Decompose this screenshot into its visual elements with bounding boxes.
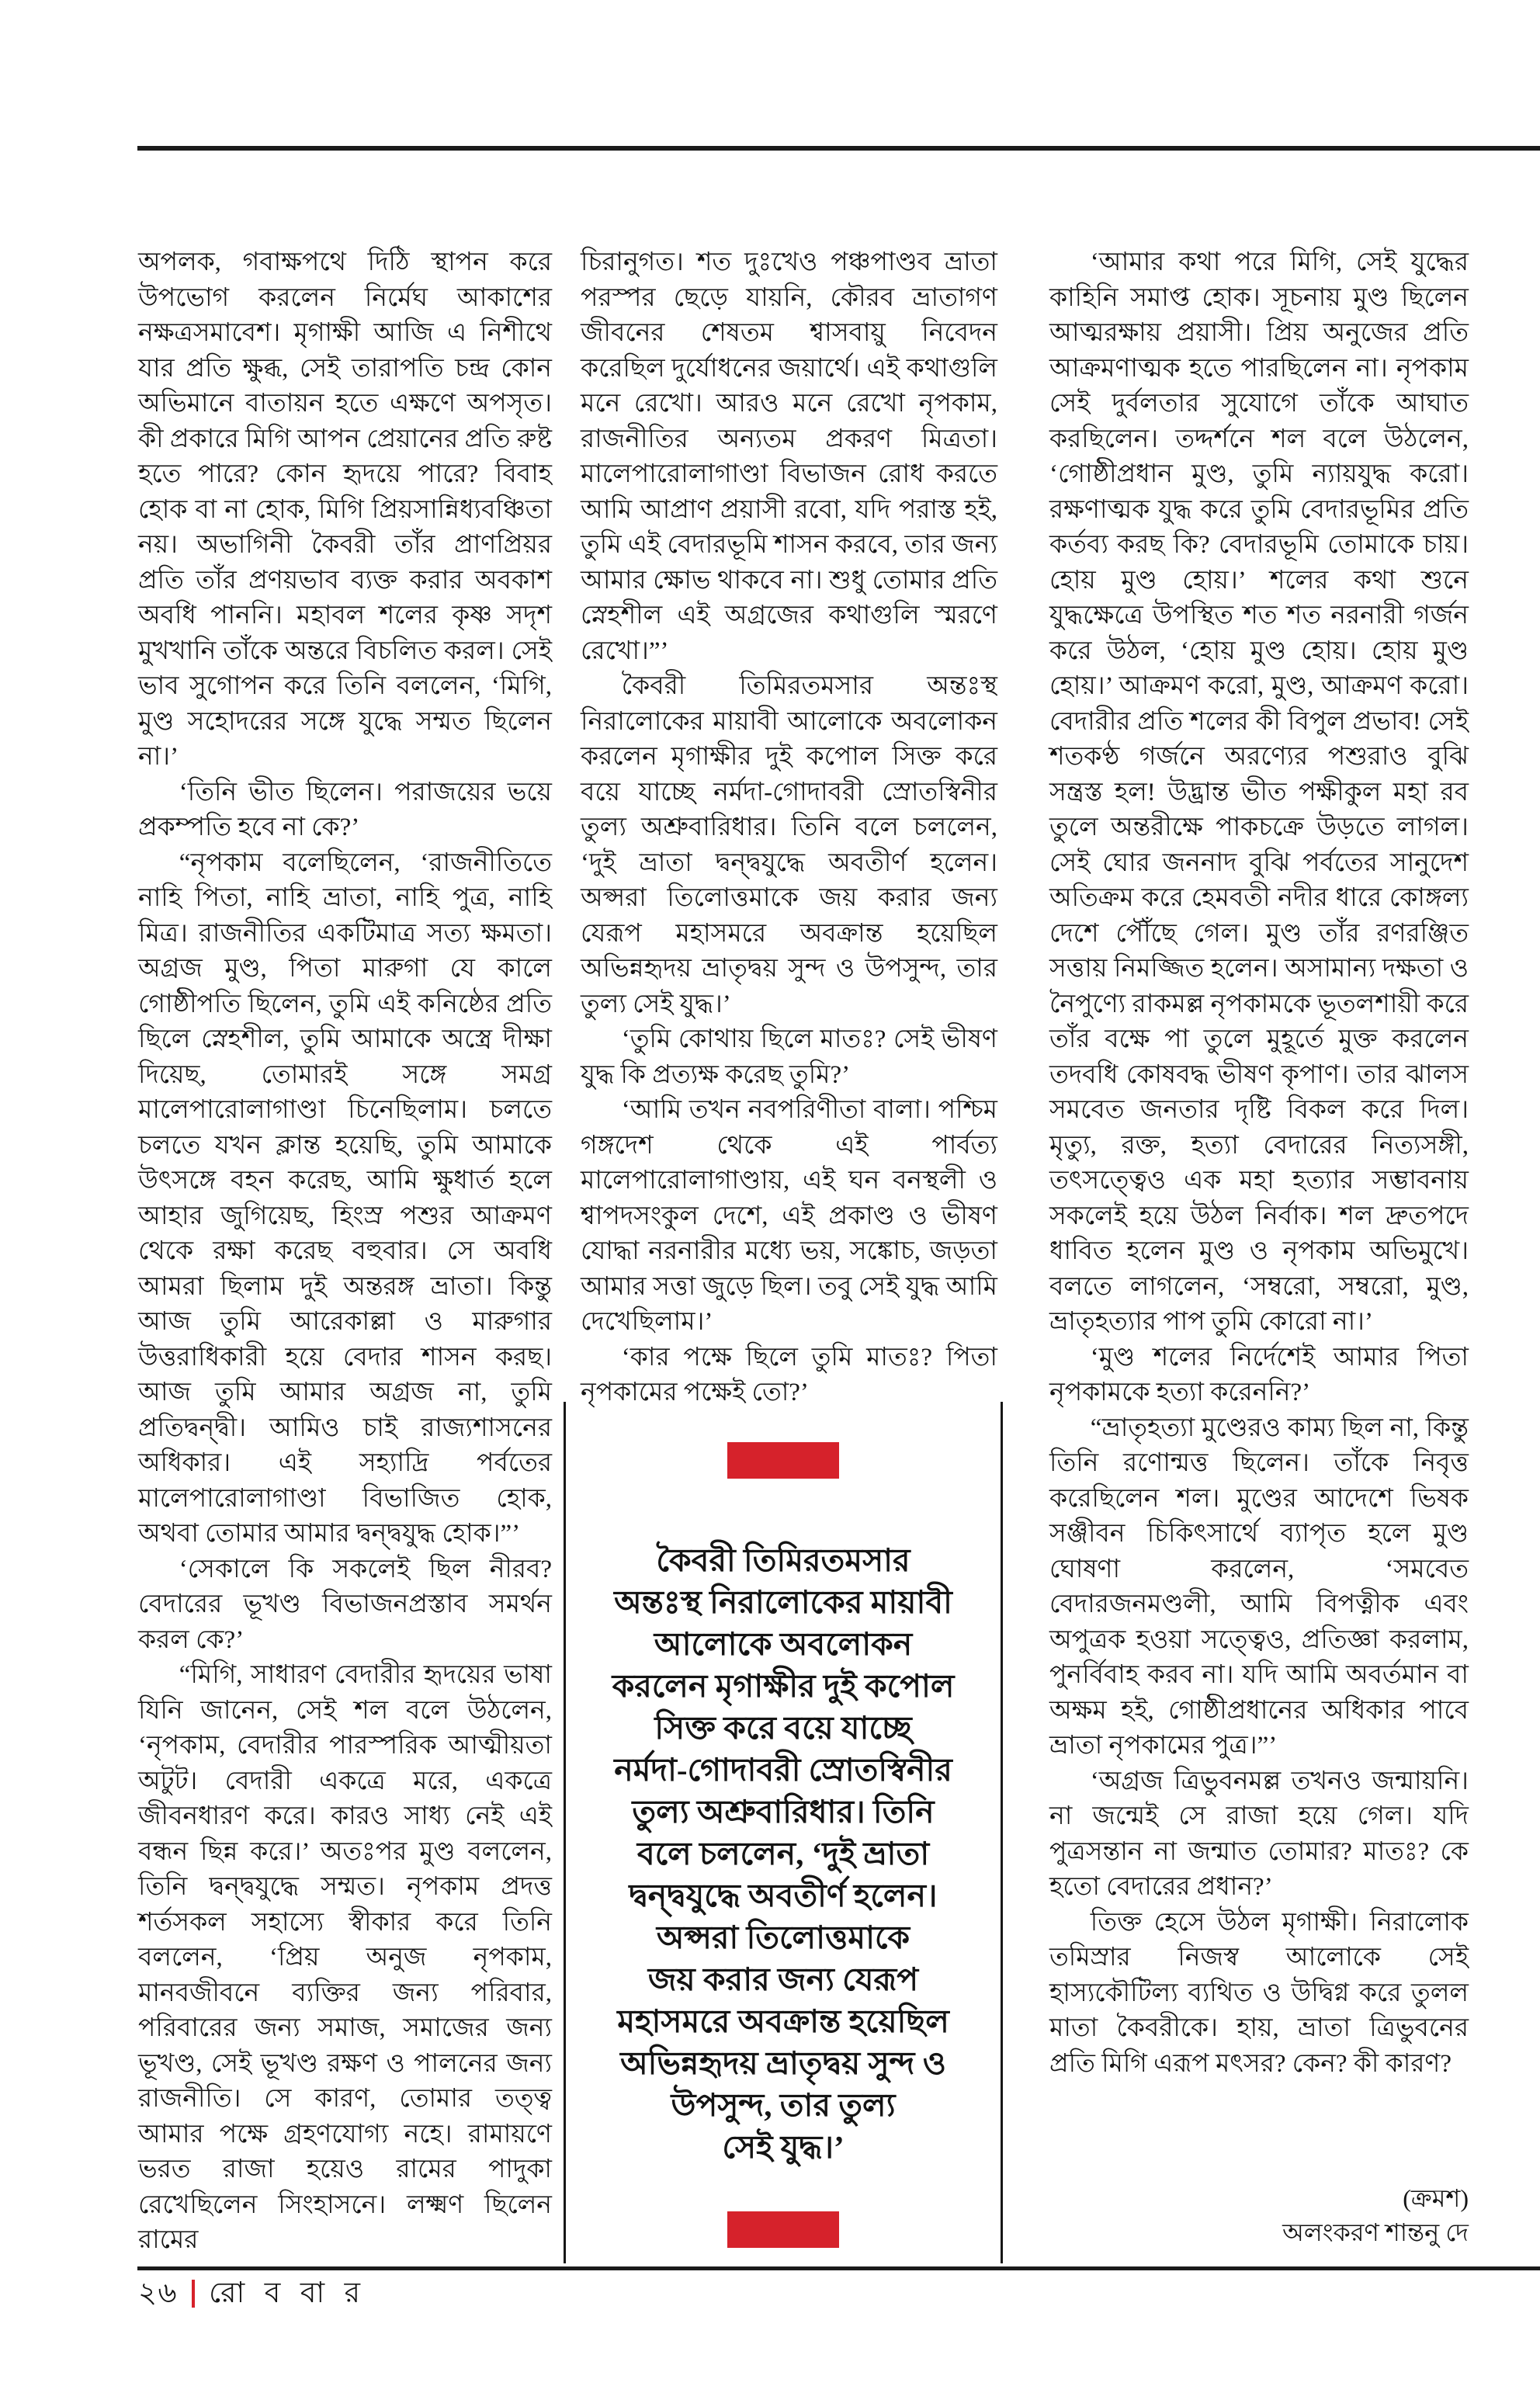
article-paragraph: ‘তুমি কোথায় ছিলে মাতঃ? সেই ভীষণ যুদ্ধ কি প্রত্যক্ষ করেছ তুমি?’ bbox=[581, 1025, 997, 1089]
article-paragraph: অপলক, গবাক্ষপথে দিঠি স্থাপন করে উপভোগ করলেন নির্মেঘ আকাশের নক্ষত্রসমাবেশ। মৃগাক্ষী আজি এ নিশীথে যার প্রতি ক্ষুব্ধ, সেই তারাপতি চন্দ্র কোন অভিমানে বাতায়ন হতে এক্ষণে অপসৃত। কী প্রকারে মিগি আপন প্রেয়ানের প্রতি রুষ্ট হতে পারে? কোন হৃদয়ে পারে? বিবাহ হোক বা না হোক, মিগি প্রিয়সান্নিধ্যবঞ্চিতা নয়। অভাগিনী কৈবরী তাঁর প্রাণপ্রিয়র প্রতি তাঁর প্রণয়ভাব ব্যক্ত করার অবকাশ অবধি পাননি। মহাবল শলের কৃষ্ণ সদৃশ মুখখানি তাঁকে অন্তরে বিচলিত করল। সেই ভাব সুগোপন করে তিনি বললেন, ‘মিগি, মুণ্ড সহোদরের সঙ্গে যুদ্ধে সম্মত ছিলেন না।’ bbox=[138, 248, 552, 771]
article-column-3 bbox=[1049, 245, 1469, 2082]
footer-red-divider bbox=[192, 2280, 195, 2308]
pull-quote-line: কৈবরী তিমিরতমসার bbox=[656, 1542, 910, 1578]
pull-quote-line: বলে চললেন, ‘দুই ভ্রাতা bbox=[636, 1836, 930, 1871]
page-footer bbox=[138, 2277, 366, 2310]
article-paragraph: কৈবরী তিমিরতমসার অন্তঃস্থ নিরালোকের মায়াবী আলোকে অবলোকন করলেন মৃগাক্ষীর দুই কপোল সিক্ত করে বয়ে যাচ্ছে নর্মদা-গোদাবরী স্রোতস্বিনীর তুল্য অশ্রুবারিধার। তিনি বলে চললেন, ‘দুই ভ্রাতা দ্বন্দ্বযুদ্ধে অবতীর্ণ হলেন। অপ্সরা তিলোত্তমাকে জয় করার জন্য যেরূপ মহাসমরে অবক্রান্ত হয়েছিল অভিন্নহৃদয় ভ্রাতৃদ্বয় সুন্দ ও উপসুন্দ, তার তুল্য সেই যুদ্ধ।’ bbox=[581, 672, 997, 1018]
footer-rule bbox=[137, 2266, 1540, 2270]
page-top-rule bbox=[137, 146, 1540, 151]
pull-quote-line: মহাসমরে অবক্রান্ত হয়েছিল bbox=[617, 2003, 949, 2039]
article-paragraph: ‘তিনি ভীত ছিলেন। পরাজয়ের ভয়ে প্রকম্পতি হবে না কে?’ bbox=[138, 778, 552, 841]
pull-quote-line: সিক্ত করে বয়ে যাচ্ছে bbox=[654, 1710, 912, 1746]
pull-quote-line: দ্বন্দ্বযুদ্ধে অবতীর্ণ হলেন। bbox=[629, 1878, 938, 1913]
pull-quote-line: অভিন্নহৃদয় ভ্রাতৃদ্বয় সুন্দ ও bbox=[620, 2045, 946, 2081]
article-credits bbox=[1049, 2181, 1469, 2249]
article-paragraph: চিরানুগত। শত দুঃখেও পঞ্চপাণ্ডব ভ্রাতা পরস্পর ছেড়ে যায়নি, কৌরব ভ্রাতাগণ জীবনের শেষতম শ্বাসবায়ু নিবেদন করেছিল দুর্যোধনের জয়ার্থে। এই কথাগুলি মনে রেখো। আরও মনে রেখো নৃপকাম, রাজনীতির অন্যতম প্রকরণ মিত্রতা। মালেপারোলাগাণ্ডা বিভাজন রোধ করতে আমি আপ্রাণ প্রয়াসী রবো, যদি পরাস্ত হই, তুমি এই বেদারভূমি শাসন করবে, তার জন্য আমার ক্ষোভ থাকবে না। শুধু তোমার প্রতি স্নেহশীল এই অগ্রজের কথাগুলি স্মরণে রেখো।”’ bbox=[581, 248, 997, 665]
article-paragraph: ‘কার পক্ষে ছিলে তুমি মাতঃ? পিতা নৃপকামের পক্ষেই তো?’ bbox=[581, 1343, 997, 1406]
article-paragraph: “ভ্রাতৃহত্যা মুণ্ডেরও কাম্য ছিল না, কিন্তু তিনি রণোন্মত্ত ছিলেন। তাঁকে নিবৃত্ত করেছিলেন শল। মুণ্ডের আদেশে ভিষক সঞ্জীবন চিকিৎসার্থে ব্যাপৃত হলে মুণ্ড ঘোষণা করলেন, ‘সমবেত বেদারজনমণ্ডলী, আমি বিপত্নীক এবং অপুত্রক হওয়া সত্ত্বেও, প্রতিজ্ঞা করলাম, পুনর্বিবাহ করব না। যদি আমি অবর্তমান বা অক্ষম হই, গোষ্ঠীপ্রধানের অধিকার পাবে ভ্রাতা নৃপকামের পুত্র।”’ bbox=[1049, 1413, 1469, 1760]
pull-quote-red-bar-bottom bbox=[727, 2211, 839, 2248]
pull-quote-line: নর্মদা-গোদাবরী স্রোতস্বিনীর bbox=[614, 1752, 952, 1788]
pull-quote-line: অন্তঃস্থ নিরালোকের মায়াবী bbox=[614, 1584, 952, 1620]
article-paragraph: ‘সেকালে কি সকলেই ছিল নীরব? বেদারের ভূখণ্ড বিভাজনপ্রস্তাব সমর্থন করল কে?’ bbox=[138, 1555, 552, 1654]
article-paragraph: ‘আমি তখন নবপরিণীতা বালা। পশ্চিম গঙ্গদেশ থেকে এই পার্বত্য মালেপারোলাগাণ্ডায়, এই ঘন বনস্থলী ও শ্বাপদসংকুল দেশে, এই প্রকাণ্ড ও ভীষণ যোদ্ধা নরনারীর মধ্যে ভয়, সঙ্কোচ, জড়তা আমার সত্তা জুড়ে ছিল। তবু সেই যুদ্ধ আমি দেখেছিলাম।’ bbox=[581, 1096, 997, 1336]
pull-quote-box bbox=[564, 1402, 1003, 2263]
pull-quote-line: উপসুন্দ, তার তুল্য bbox=[671, 2087, 896, 2123]
pull-quote-red-bar-top bbox=[727, 1442, 839, 1479]
publication-title: রো ব বা র bbox=[209, 2277, 367, 2309]
article-paragraph: ‘মুণ্ড শলের নির্দেশেই আমার পিতা নৃপকামকে হত্যা করেননি?’ bbox=[1049, 1343, 1469, 1406]
pull-quote-line: তুল্য অশ্রুবারিধার। তিনি bbox=[632, 1794, 935, 1829]
page-number: ২৬ bbox=[138, 2277, 179, 2309]
pull-quote-line: করলেন মৃগাক্ষীর দুই কপোল bbox=[612, 1668, 955, 1704]
pull-quote-text bbox=[566, 1539, 1001, 2168]
pull-quote-line: জয় করার জন্য যেরূপ bbox=[647, 1961, 919, 1997]
pull-quote-line: অপ্সরা তিলোত্তমাকে bbox=[656, 1920, 910, 1955]
pull-quote-line: আলোকে অবলোকন bbox=[654, 1626, 913, 1662]
article-paragraph: “মিগি, সাধারণ বেদারীর হৃদয়ের ভাষা যিনি জানেন, সেই শল বলে উঠলেন, ‘নৃপকাম, বেদারীর পারস্পরিক আত্মীয়তা অটুট। বেদারী একত্রে মরে, একত্রে জীবনধারণ করে। কারও সাধ্য নেই এই বন্ধন ছিন্ন করে।’ অতঃপর মুণ্ড বললেন, তিনি দ্বন্দ্বযুদ্ধে সম্মত। নৃপকাম প্রদত্ত শর্তসকল সহাস্যে স্বীকার করে তিনি বললেন, ‘প্রিয় অনুজ নৃপকাম, মানবজীবনে ব্যক্তির জন্য পরিবার, পরিবারের জন্য সমাজ, সমাজের জন্য ভূখণ্ড, সেই ভূখণ্ড রক্ষণ ও পালনের জন্য রাজনীতি। সে কারণ, তোমার তত্ত্ব আমার পক্ষে গ্রহণযোগ্য নহে। রামায়ণে ভরত রাজা হয়েও রামের পাদুকা রেখেছিলেন সিংহাসনে। লক্ষ্মণ ছিলেন রামের bbox=[138, 1661, 552, 2254]
illustration-credit: অলংকরণ শান্তনু দে bbox=[1282, 2218, 1469, 2246]
article-paragraph: তিক্ত হেসে উঠল মৃগাক্ষী। নিরালোক তমিস্রার নিজস্ব আলোকে সেই হাস্যকৌটিল্য ব্যথিত ও উদ্বিগ্ন করে তুলল মাতা কৈবরীকে। হায়, ভ্রাতা ত্রিভুবনের প্রতি মিগি এরূপ মৎসর? কেন? কী কারণ? bbox=[1049, 1908, 1469, 2078]
serial-note: (ক্রমশ) bbox=[1403, 2184, 1469, 2212]
article-paragraph: ‘অগ্রজ ত্রিভুবনমল্ল তখনও জন্মায়নি। না জন্মেই সে রাজা হয়ে গেল। যদি পুত্রসন্তান না জন্মাত তোমার? মাতঃ? কে হতো বেদারের প্রধান?’ bbox=[1049, 1767, 1469, 1901]
article-column-2 bbox=[581, 245, 997, 1411]
article-column-1 bbox=[138, 245, 552, 2259]
article-paragraph: ‘আমার কথা পরে মিগি, সেই যুদ্ধের কাহিনি সমাপ্ত হোক। সূচনায় মুণ্ড ছিলেন আত্মরক্ষায় প্রয়াসী। প্রিয় অনুজের প্রতি আক্রমণাত্মক হতে পারছিলেন না। নৃপকাম সেই দুর্বলতার সুযোগে তাঁকে আঘাত করছিলেন। তদ্দর্শনে শল বলে উঠলেন, ‘গোষ্ঠীপ্রধান মুণ্ড, তুমি ন্যায়যুদ্ধ করো। রক্ষণাত্মক যুদ্ধ করে তুমি বেদারভূমির প্রতি কর্তব্য করছ কি? বেদারভূমি তোমাকে চায়। হোয় মুণ্ড হোয়।’ শলের কথা শুনে যুদ্ধক্ষেত্রে উপস্থিত শত শত নরনারী গর্জন করে উঠল, ‘হোয় মুণ্ড হোয়। হোয় মুণ্ড হোয়।’ আক্রমণ করো, মুণ্ড, আক্রমণ করো। বেদারীর প্রতি শলের কী বিপুল প্রভাব! সেই শতকণ্ঠ গর্জনে অরণ্যের পশুরাও বুঝি সন্ত্রস্ত হল! উদ্ভ্রান্ত ভীত পক্ষীকুল মহা রব তুলে অন্তরীক্ষে পাকচক্রে উড়তে লাগল। সেই ঘোর জননাদ বুঝি পর্বতের সানুদেশ অতিক্রম করে হেমবতী নদীর ধারে কোঙ্গল্য দেশে পৌঁছে গেল। মুণ্ড তাঁর রণরঞ্জিত সত্তায় নিমজ্জিত হলেন। অসামান্য দক্ষতা ও নৈপুণ্যে রাকমল্ল নৃপকামকে ভূতলশায়ী করে তাঁর বক্ষে পা তুলে মুহূর্তে মুক্ত করলেন তদবধি কোষবদ্ধ ভীষণ কৃপাণ। তার ঝালস সমবেত জনতার দৃষ্টি বিকল করে দিল। মৃত্যু, রক্ত, হত্যা বেদারের নিত্যসঙ্গী, তৎসত্ত্বেও এক মহা হত্যার সম্ভাবনায় সকলেই হয়ে উঠল নির্বাক। শল দ্রুতপদে ধাবিত হলেন মুণ্ড ও নৃপকাম অভিমুখে। বলতে লাগলেন, ‘সম্বরো, সম্বরো, মুণ্ড, ভ্রাতৃহত্যার পাপ তুমি কোরো না।’ bbox=[1049, 248, 1469, 1336]
pull-quote-line: সেই যুদ্ধ।’ bbox=[722, 2129, 845, 2165]
article-paragraph: “নৃপকাম বলেছিলেন, ‘রাজনীতিতে নাহি পিতা, নাহি ভ্রাতা, নাহি পুত্র, নাহি মিত্র। রাজনীতির একটিমাত্র সত্য ক্ষমতা। অগ্রজ মুণ্ড, পিতা মারুগা যে কালে গোষ্ঠীপতি ছিলেন, তুমি এই কনিষ্ঠের প্রতি ছিলে স্নেহশীল, তুমি আমাকে অস্ত্রে দীক্ষা দিয়েছ, তোমারই সঙ্গে সমগ্র মালেপারোলাগাণ্ডা চিনেছিলাম। চলতে চলতে যখন ক্লান্ত হয়েছি, তুমি আমাকে উৎসঙ্গে বহন করেছ, আমি ক্ষুধার্ত হলে আহার জুগিয়েছ, হিংস্র পশুর আক্রমণ থেকে রক্ষা করেছ বহুবার। সে অবধি আমরা ছিলাম দুই অন্তরঙ্গ ভ্রাতা। কিন্তু আজ তুমি আরেকাল্লা ও মারুগার উত্তরাধিকারী হয়ে বেদার শাসন করছ। আজ তুমি আমার অগ্রজ না, তুমি প্রতিদ্বন্দ্বী। আমিও চাই রাজ্যশাসনের অধিকার। এই সহ্যাদ্রি পর্বতের মালেপারোলাগাণ্ডা বিভাজিত হোক, অথবা তোমার আমার দ্বন্দ্বযুদ্ধ হোক।”’ bbox=[138, 848, 552, 1548]
